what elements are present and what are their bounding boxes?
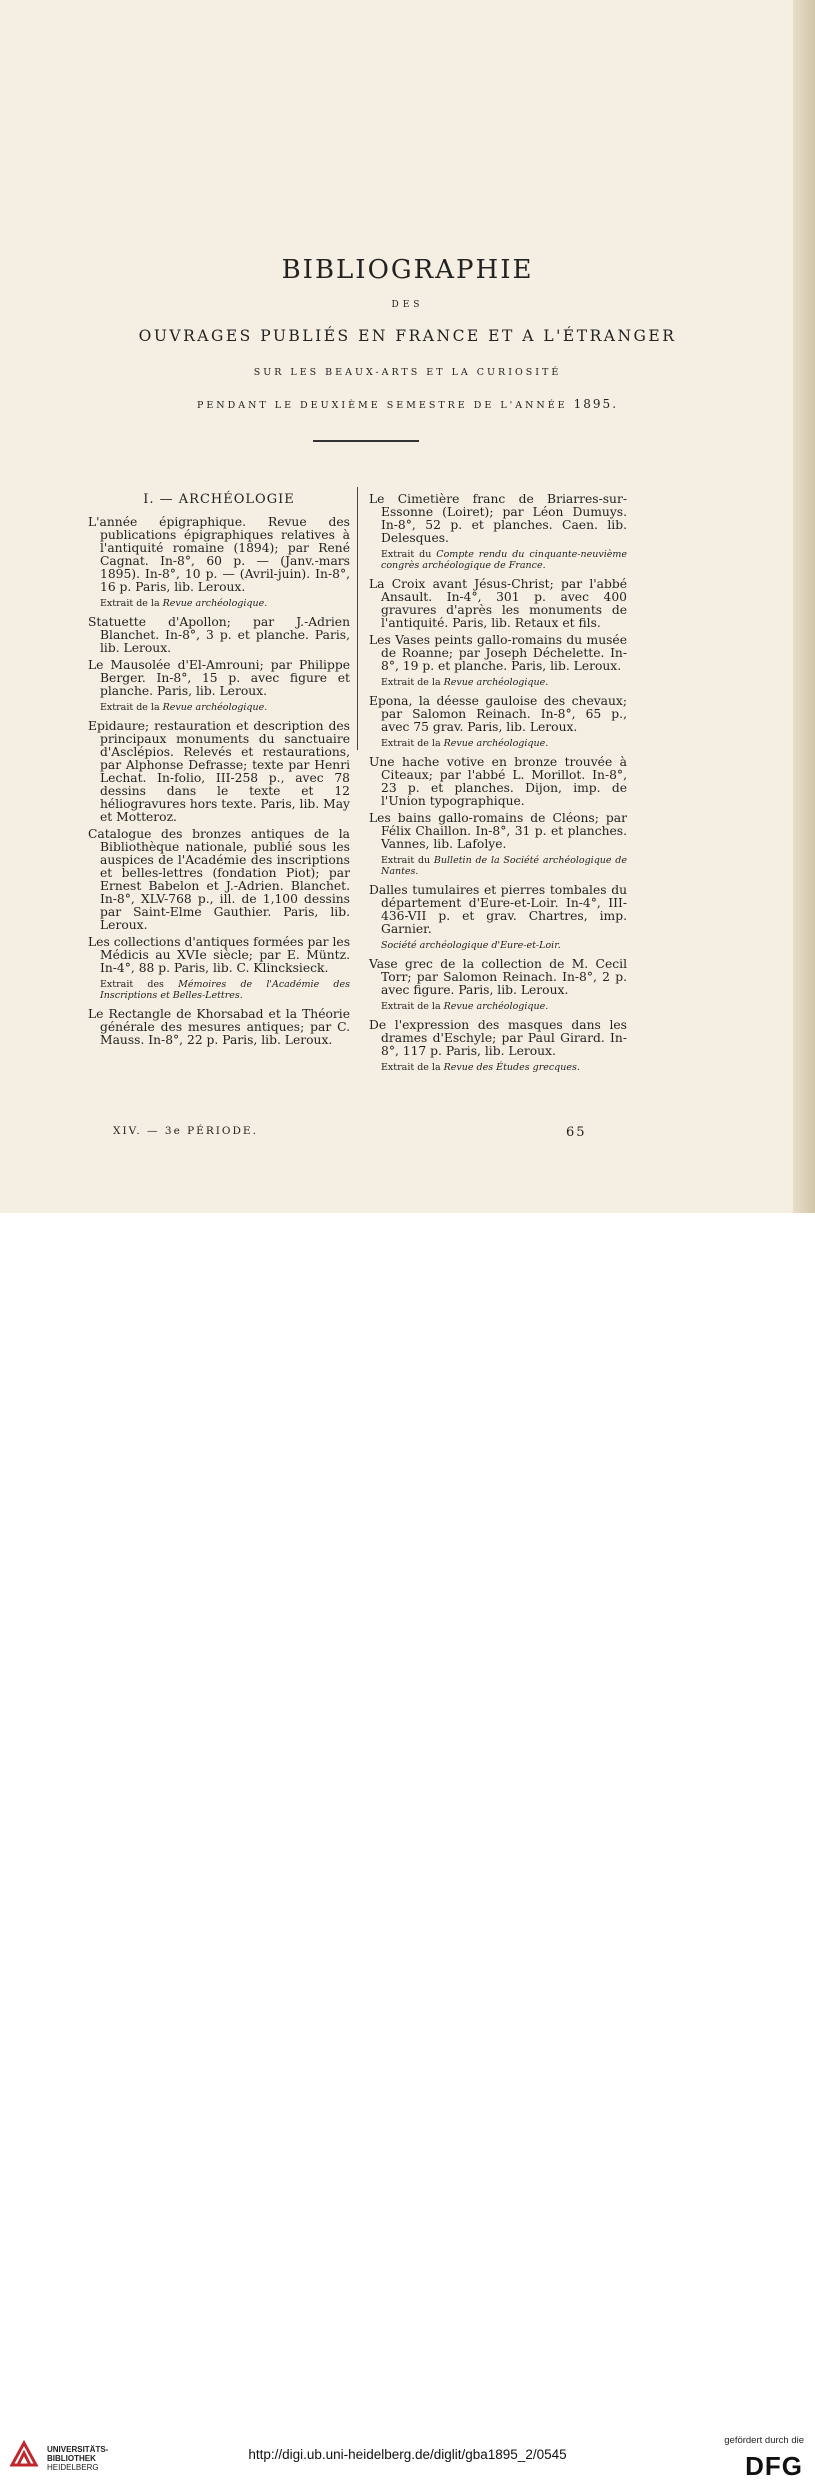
entry: Epona, la déesse gauloise des chevaux; par Salomon Reinach. In-8°, 65 p., avec 75 grav. Paris, lib. Leroux.	[369, 694, 627, 734]
source-note: Extrait de la Revue archéologique.	[381, 677, 549, 688]
permalink-url[interactable]: http://digi.ub.uni-heidelberg.de/diglit/gba1895_2/0545	[248, 2447, 567, 2462]
page-number: 65	[566, 1125, 587, 1140]
source-note: Extrait de la Revue archéologique.	[100, 598, 268, 609]
source-note: Société archéologique d'Eure-et-Loir.	[381, 940, 561, 951]
source-note: Extrait de la Revue des Études grecques.	[381, 1062, 580, 1073]
subtitle-ouvrages: OUVRAGES PUBLIÉS EN FRANCE ET A L'ÉTRANGER	[138, 327, 677, 345]
viewer-footer-bar	[0, 1213, 815, 2481]
entry: Vase grec de la collection de M. Cecil Torr; par Salomon Reinach. In-8°, 2 p. avec figure. Paris, lib. Leroux.	[369, 957, 627, 997]
entry: Les bains gallo-romains de Cléons; par Félix Chaillon. In-8°, 31 p. et planches. Vannes, lib. Lafolye.	[369, 811, 627, 851]
source-note: Extrait du Compte rendu du cinquante-neuvième congrès archéologique de France.	[381, 549, 627, 571]
left-column	[88, 493, 350, 1051]
page-title: BIBLIOGRAPHIE	[281, 255, 534, 285]
subtitle-pendant	[0, 397, 815, 411]
entry: L'année épigraphique. Revue des publications épigraphiques relatives à l'antiquité romaine (1894); par René Cagnat. In-8°, 60 p. — (Janv.-mars 1895). In-8°, 10 p. — (Avril-juin). In-8°, 16 p. Paris, lib. Leroux.	[88, 515, 350, 594]
entry: Les collections d'antiques formées par les Médicis au XVIe siècle; par E. Müntz. In-4°, 88 p. Paris, lib. C. Klincksieck.	[88, 935, 350, 975]
source-note: Extrait de la Revue archéologique.	[100, 702, 268, 713]
subtitle-sur: SUR LES BEAUX-ARTS ET LA CURIOSITÉ	[253, 367, 562, 378]
entry: Une hache votive en bronze trouvée à Citeaux; par l'abbé L. Morillot. In-8°, 23 p. et planches. Dijon, imp. de l'Union typographique.	[369, 755, 627, 808]
subtitle-des: DES	[391, 300, 424, 310]
column-rule	[357, 487, 358, 750]
entry: Le Cimetière franc de Briarres-sur-Essonne (Loiret); par Léon Dumuys. In-8°, 52 p. et planches. Caen. lib. Delesques.	[369, 492, 627, 545]
pendant-text: PENDANT LE DEUXIÈME SEMESTRE DE L'ANNÉE	[196, 400, 568, 411]
right-column	[369, 493, 627, 1080]
entry: Le Rectangle de Khorsabad et la Théorie générale des mesures antiques; par C. Mauss. In-8°, 22 p. Paris, lib. Leroux.	[88, 1007, 350, 1047]
entry: Le Mausolée d'El-Amrouni; par Philippe Berger. In-8°, 15 p. avec figure et planche. Paris, lib. Leroux.	[88, 658, 350, 698]
source-note: Extrait du Bulletin de la Société archéologique de Nantes.	[381, 855, 627, 877]
library-name[interactable]: UNIVERSITÄTS- BIBLIOTHEK HEIDELBERG	[47, 2445, 109, 2472]
section-heading: I. — ARCHÉOLOGIE	[143, 492, 295, 507]
title-rule	[313, 440, 419, 442]
source-note: Extrait de la Revue archéologique.	[381, 738, 549, 749]
entry: Catalogue des bronzes antiques de la Bibliothèque nationale, publié sous les auspices de l'Académie des inscriptions et belles-lettres (fondation Piot); par Ernest Babelon et J.-Adrien. Blanchet. In-8°, XLV-768 p., ill. de 1,100 dessins par Saint-Elme Gauthier. Paris, lib. Leroux.	[88, 827, 350, 932]
year: 1895.	[573, 397, 619, 411]
entry: Statuette d'Apollon; par J.-Adrien Blanchet. In-8°, 3 p. et planche. Paris, lib. Leroux.	[88, 615, 350, 655]
scanned-page	[0, 0, 815, 1213]
entry: De l'expression des masques dans les drames d'Eschyle; par Paul Girard. In-8°, 117 p. Paris, lib. Leroux.	[369, 1018, 627, 1058]
entry: Dalles tumulaires et pierres tombales du département d'Eure-et-Loir. In-4°, III-436-VII p. et grav. Chartres, imp. Garnier.	[369, 883, 627, 936]
sponsor-label: gefördert durch die	[724, 2435, 804, 2446]
source-note: Extrait des Mémoires de l'Académie des Inscriptions et Belles-Lettres.	[100, 979, 350, 1001]
source-note: Extrait de la Revue archéologique.	[381, 1001, 549, 1012]
dfg-logo[interactable]: DFG	[745, 2451, 803, 2481]
signature-mark: XIV. — 3e PÉRIODE.	[113, 1125, 258, 1137]
page-edge	[793, 0, 815, 1213]
entry: Les Vases peints gallo-romains du musée de Roanne; par Joseph Déchelette. In-8°, 19 p. et planche. Paris, lib. Leroux.	[369, 633, 627, 673]
entry: La Croix avant Jésus-Christ; par l'abbé Ansault. In-4°, 301 p. avec 400 gravures d'après les monuments de l'antiquité. Paris, lib. Retaux et fils.	[369, 577, 627, 630]
entry: Epidaure; restauration et description des principaux monuments du sanctuaire d'Asclépios. Relevés et restaurations, par Alphonse Defrasse; texte par Henri Lechat. In-folio, III-258 p., avec 78 dessins dans le texte et 12 héliogravures hors texte. Paris, lib. May et Motteroz.	[88, 719, 350, 824]
